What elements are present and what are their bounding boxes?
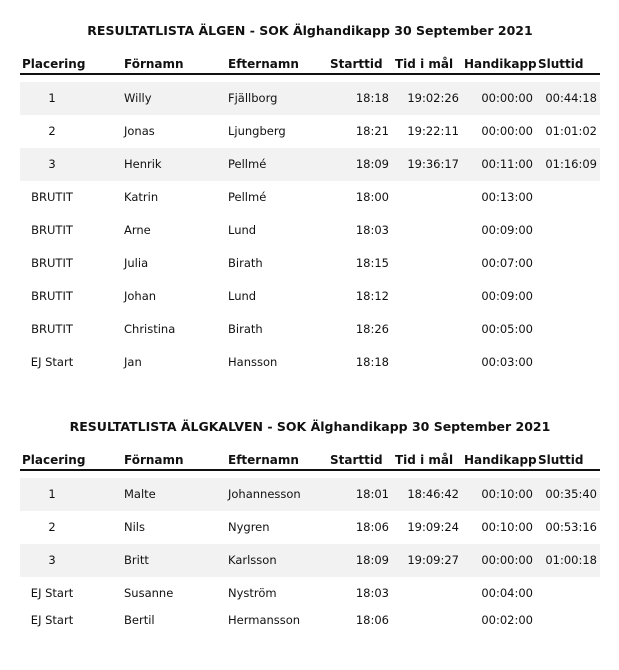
table-row bbox=[20, 181, 600, 214]
cell-starttid: 18:01 bbox=[355, 487, 389, 501]
cell-placering: 1 bbox=[48, 487, 56, 501]
cell-efternamn: Lund bbox=[228, 289, 257, 303]
cell-efternamn: Johannesson bbox=[228, 487, 301, 501]
table-row bbox=[20, 478, 600, 511]
cell-tid-i-mal: 18:46:42 bbox=[407, 487, 459, 501]
table-row bbox=[20, 247, 600, 280]
cell-sluttid: 01:16:09 bbox=[545, 157, 597, 171]
header-fornamn: Förnamn bbox=[124, 453, 184, 467]
cell-starttid: 18:18 bbox=[355, 91, 389, 105]
header-sluttid: Sluttid bbox=[538, 57, 584, 71]
cell-handikapp: 00:13:00 bbox=[481, 190, 533, 204]
cell-fornamn: Nils bbox=[124, 520, 145, 534]
cell-sluttid: 00:35:40 bbox=[545, 487, 597, 501]
header-efternamn: Efternamn bbox=[228, 57, 299, 71]
cell-efternamn: Hermansson bbox=[228, 613, 301, 627]
table-row bbox=[20, 544, 600, 577]
cell-placering: EJ Start bbox=[30, 613, 74, 627]
cell-tid-i-mal: 19:22:11 bbox=[407, 124, 459, 138]
cell-starttid: 18:09 bbox=[355, 157, 389, 171]
cell-handikapp: 00:11:00 bbox=[481, 157, 533, 171]
table-header bbox=[20, 451, 600, 471]
cell-placering: 3 bbox=[48, 157, 56, 171]
cell-fornamn: Bertil bbox=[124, 613, 155, 627]
cell-handikapp: 00:05:00 bbox=[481, 322, 533, 336]
cell-efternamn: Birath bbox=[228, 256, 263, 270]
cell-handikapp: 00:04:00 bbox=[481, 586, 533, 600]
cell-fornamn: Katrin bbox=[124, 190, 159, 204]
header-starttid: Starttid bbox=[330, 57, 383, 71]
cell-sluttid: 00:53:16 bbox=[545, 520, 597, 534]
cell-sluttid: 01:01:02 bbox=[545, 124, 597, 138]
header-efternamn: Efternamn bbox=[228, 453, 299, 467]
cell-starttid: 18:09 bbox=[355, 553, 389, 567]
cell-handikapp: 00:00:00 bbox=[481, 91, 533, 105]
cell-sluttid: 01:00:18 bbox=[545, 553, 597, 567]
cell-efternamn: Ljungberg bbox=[228, 124, 286, 138]
header-placering: Placering bbox=[22, 57, 86, 71]
table-row bbox=[20, 280, 600, 313]
cell-placering: BRUTIT bbox=[31, 289, 73, 303]
cell-efternamn: Pellmé bbox=[228, 190, 267, 204]
cell-efternamn: Hansson bbox=[228, 355, 278, 369]
cell-tid-i-mal: 19:02:26 bbox=[407, 91, 459, 105]
section-title: RESULTATLISTA ÄLGKALVEN - SOK Älghandikapp 30 September 2021 bbox=[69, 419, 551, 434]
cell-efternamn: Fjällborg bbox=[228, 91, 278, 105]
cell-starttid: 18:18 bbox=[355, 355, 389, 369]
table-row bbox=[20, 148, 600, 181]
cell-fornamn: Arne bbox=[124, 223, 151, 237]
cell-handikapp: 00:00:00 bbox=[481, 124, 533, 138]
cell-tid-i-mal: 19:36:17 bbox=[407, 157, 459, 171]
table-row bbox=[20, 82, 600, 115]
table-row bbox=[20, 604, 600, 637]
cell-starttid: 18:06 bbox=[355, 520, 389, 534]
cell-starttid: 18:03 bbox=[355, 586, 389, 600]
cell-placering: EJ Start bbox=[30, 355, 74, 369]
table-row bbox=[20, 214, 600, 247]
cell-tid-i-mal: 19:09:27 bbox=[407, 553, 459, 567]
cell-placering: 3 bbox=[48, 553, 56, 567]
cell-fornamn: Willy bbox=[124, 91, 152, 105]
cell-handikapp: 00:09:00 bbox=[481, 223, 533, 237]
cell-handikapp: 00:00:00 bbox=[481, 553, 533, 567]
cell-handikapp: 00:10:00 bbox=[481, 520, 533, 534]
cell-starttid: 18:12 bbox=[355, 289, 389, 303]
cell-handikapp: 00:03:00 bbox=[481, 355, 533, 369]
header-handikapp: Handikapp bbox=[464, 453, 537, 467]
cell-handikapp: 00:09:00 bbox=[481, 289, 533, 303]
header-placering: Placering bbox=[22, 453, 86, 467]
header-fornamn: Förnamn bbox=[124, 57, 184, 71]
header-tid-i-mal: Tid i mål bbox=[395, 453, 454, 467]
cell-fornamn: Britt bbox=[124, 553, 149, 567]
cell-efternamn: Karlsson bbox=[228, 553, 277, 567]
cell-starttid: 18:15 bbox=[355, 256, 389, 270]
cell-efternamn: Birath bbox=[228, 322, 263, 336]
cell-efternamn: Nyström bbox=[228, 586, 277, 600]
cell-sluttid: 00:44:18 bbox=[545, 91, 597, 105]
cell-handikapp: 00:10:00 bbox=[481, 487, 533, 501]
cell-placering: 1 bbox=[48, 91, 56, 105]
header-tid-i-mal: Tid i mål bbox=[395, 57, 454, 71]
cell-starttid: 18:00 bbox=[355, 190, 389, 204]
cell-handikapp: 00:02:00 bbox=[481, 613, 533, 627]
cell-placering: BRUTIT bbox=[31, 223, 73, 237]
table-row bbox=[20, 511, 600, 544]
cell-placering: BRUTIT bbox=[31, 190, 73, 204]
cell-placering: BRUTIT bbox=[31, 322, 73, 336]
cell-fornamn: Susanne bbox=[124, 586, 174, 600]
table-row bbox=[20, 313, 600, 346]
cell-starttid: 18:21 bbox=[355, 124, 389, 138]
cell-starttid: 18:06 bbox=[355, 613, 389, 627]
cell-starttid: 18:26 bbox=[355, 322, 389, 336]
cell-fornamn: Johan bbox=[124, 289, 157, 303]
cell-fornamn: Jan bbox=[124, 355, 142, 369]
cell-fornamn: Henrik bbox=[124, 157, 162, 171]
cell-placering: BRUTIT bbox=[31, 256, 73, 270]
cell-handikapp: 00:07:00 bbox=[481, 256, 533, 270]
cell-efternamn: Pellmé bbox=[228, 157, 267, 171]
table-header bbox=[20, 55, 600, 75]
cell-efternamn: Lund bbox=[228, 223, 257, 237]
header-starttid: Starttid bbox=[330, 453, 383, 467]
cell-starttid: 18:03 bbox=[355, 223, 389, 237]
cell-fornamn: Malte bbox=[124, 487, 156, 501]
cell-efternamn: Nygren bbox=[228, 520, 270, 534]
cell-placering: 2 bbox=[48, 124, 56, 138]
section-title: RESULTATLISTA ÄLGEN - SOK Älghandikapp 30 September 2021 bbox=[87, 23, 533, 38]
table-row bbox=[20, 346, 600, 379]
cell-fornamn: Christina bbox=[124, 322, 176, 336]
cell-fornamn: Jonas bbox=[124, 124, 155, 138]
cell-placering: 2 bbox=[48, 520, 56, 534]
header-handikapp: Handikapp bbox=[464, 57, 537, 71]
cell-tid-i-mal: 19:09:24 bbox=[407, 520, 459, 534]
header-sluttid: Sluttid bbox=[538, 453, 584, 467]
cell-placering: EJ Start bbox=[30, 586, 74, 600]
table-row bbox=[20, 115, 600, 148]
cell-fornamn: Julia bbox=[124, 256, 149, 270]
